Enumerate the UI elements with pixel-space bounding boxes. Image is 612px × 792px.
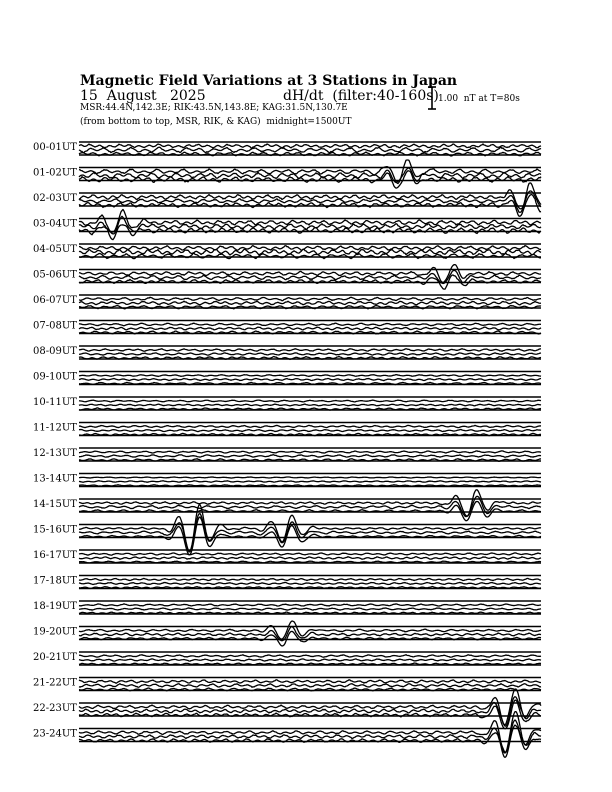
trace-RIK-21-22UT bbox=[79, 684, 541, 688]
trace-MSR-03-04UT bbox=[79, 209, 541, 232]
trace-RIK-00-01UT bbox=[79, 147, 541, 153]
trace-RIK-02-03UT bbox=[79, 191, 541, 212]
trace-RIK-17-18UT bbox=[79, 582, 541, 584]
hour-row-00-01UT bbox=[33, 142, 541, 156]
trace-RIK-18-19UT bbox=[79, 608, 541, 610]
trace-MSR-11-12UT bbox=[79, 425, 541, 427]
hour-row-18-19UT bbox=[33, 601, 541, 614]
trace-MSR-18-19UT bbox=[79, 604, 541, 606]
trace-RIK-15-16UT bbox=[79, 514, 541, 552]
trace-MSR-10-11UT bbox=[79, 400, 541, 402]
trace-KAG-04-05UT bbox=[79, 253, 541, 259]
hour-row-23-24UT bbox=[33, 712, 541, 758]
hour-label: 17-18UT bbox=[33, 575, 77, 587]
hour-row-05-06UT bbox=[33, 265, 541, 290]
hour-label: 08-09UT bbox=[33, 346, 77, 357]
station-coordinates: MSR:44.4N,142.3E; RIK:43.5N,143.8E; KAG:31.5N,130.7E bbox=[80, 103, 348, 113]
hour-label: 14-15UT bbox=[33, 499, 77, 510]
trace-MSR-08-09UT bbox=[79, 349, 541, 351]
hour-label: 10-11UT bbox=[33, 397, 77, 408]
hour-label: 01-02UT bbox=[33, 167, 77, 179]
hour-label: 09-10UT bbox=[33, 371, 77, 383]
trace-RIK-07-08UT bbox=[79, 327, 541, 330]
hour-label: 20-21UT bbox=[33, 652, 77, 663]
date-label: 15 August 2025 bbox=[80, 88, 206, 104]
hour-label: 06-07UT bbox=[33, 295, 77, 306]
trace-RIK-08-09UT bbox=[79, 353, 541, 355]
hour-label: 07-08UT bbox=[33, 320, 77, 332]
trace-MSR-21-22UT bbox=[79, 680, 541, 683]
hour-label: 22-23UT bbox=[33, 703, 77, 714]
trace-RIK-04-05UT bbox=[79, 249, 541, 255]
trace-MSR-19-20UT bbox=[79, 621, 541, 639]
hour-row-13-14UT bbox=[33, 474, 541, 487]
hour-label: 02-03UT bbox=[33, 193, 77, 204]
hour-label: 12-13UT bbox=[33, 448, 77, 459]
trace-RIK-23-24UT bbox=[79, 720, 541, 752]
trace-MSR-13-14UT bbox=[79, 477, 541, 478]
trace-KAG-13-14UT bbox=[79, 485, 541, 487]
trace-MSR-09-10UT bbox=[79, 375, 541, 377]
hour-row-10-11UT bbox=[33, 397, 541, 410]
hour-row-11-12UT bbox=[33, 423, 541, 436]
hour-label: 15-16UT bbox=[33, 524, 77, 536]
trace-RIK-11-12UT bbox=[79, 429, 541, 431]
trace-KAG-01-02UT bbox=[79, 171, 541, 188]
hour-row-19-20UT bbox=[33, 621, 541, 646]
hour-label: 03-04UT bbox=[33, 218, 77, 230]
hour-row-01-02UT bbox=[33, 160, 541, 188]
trace-MSR-07-08UT bbox=[79, 323, 541, 326]
hour-label: 13-14UT bbox=[33, 473, 77, 485]
trace-MSR-00-01UT bbox=[79, 144, 541, 148]
trace-RIK-06-07UT bbox=[79, 301, 541, 305]
hour-row-02-03UT bbox=[33, 183, 541, 216]
trace-MSR-16-17UT bbox=[79, 553, 541, 555]
hour-row-21-22UT bbox=[33, 678, 541, 691]
hour-row-16-17UT bbox=[33, 550, 541, 563]
trace-KAG-22-23UT bbox=[79, 700, 541, 729]
trace-RIK-16-17UT bbox=[79, 557, 541, 560]
hour-row-04-05UT bbox=[33, 244, 541, 259]
trace-MSR-12-13UT bbox=[79, 451, 541, 453]
filter-label: dH/dt (filter:40-160s) bbox=[283, 88, 439, 104]
chart-title: Magnetic Field Variations at 3 Stations in Japan bbox=[80, 73, 458, 89]
trace-RIK-10-11UT bbox=[79, 404, 541, 406]
hour-label: 16-17UT bbox=[33, 550, 77, 561]
hour-row-14-15UT bbox=[33, 490, 541, 521]
hour-row-17-18UT bbox=[33, 576, 541, 589]
trace-MSR-17-18UT bbox=[79, 578, 541, 580]
hour-row-06-07UT bbox=[33, 295, 541, 309]
hour-row-03-04UT bbox=[33, 209, 541, 239]
hour-row-09-10UT bbox=[33, 372, 541, 385]
hour-label: 18-19UT bbox=[33, 601, 77, 612]
hour-label: 11-12UT bbox=[33, 422, 77, 434]
trace-KAG-15-16UT bbox=[79, 517, 541, 555]
hour-label: 21-22UT bbox=[33, 677, 77, 689]
trace-RIK-13-14UT bbox=[79, 481, 541, 482]
hour-row-22-23UT bbox=[33, 689, 541, 729]
trace-RIK-09-10UT bbox=[79, 378, 541, 380]
trace-MSR-20-21UT bbox=[79, 655, 541, 658]
station-order-note: (from bottom to top, MSR, RIK, & KAG) midnight=1500UT bbox=[80, 117, 352, 127]
scale-label: 1.00 nT at T=80s bbox=[438, 94, 520, 104]
hour-label: 23-24UT bbox=[33, 728, 77, 740]
hour-row-12-13UT bbox=[33, 448, 541, 461]
hour-row-20-21UT bbox=[33, 652, 541, 665]
hour-row-08-09UT bbox=[33, 346, 541, 359]
trace-RIK-20-21UT bbox=[79, 659, 541, 661]
hour-label: 05-06UT bbox=[33, 269, 77, 281]
trace-RIK-22-23UT bbox=[79, 697, 541, 726]
hour-row-07-08UT bbox=[33, 321, 541, 334]
hour-label: 00-01UT bbox=[33, 142, 77, 153]
hour-label: 04-05UT bbox=[33, 244, 77, 255]
trace-MSR-06-07UT bbox=[79, 297, 541, 300]
trace-MSR-22-23UT bbox=[79, 689, 541, 725]
hour-label: 19-20UT bbox=[33, 626, 77, 638]
trace-MSR-23-24UT bbox=[79, 712, 541, 753]
trace-RIK-12-13UT bbox=[79, 455, 541, 458]
